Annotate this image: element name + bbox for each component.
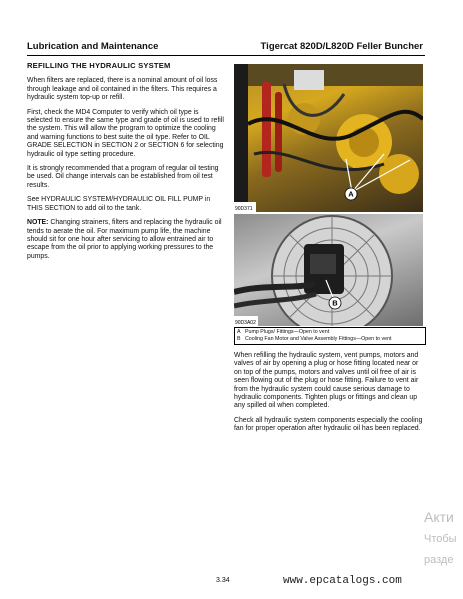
paragraph-check-components: Check all hydraulic system components especially the cooling fan for proper operation after hydraulic oil has been replaced. bbox=[234, 416, 423, 433]
section-title: REFILLING THE HYDRAULIC SYSTEM bbox=[27, 61, 171, 70]
photo2-code: 90D3A02 bbox=[235, 320, 256, 326]
fan-photo-drawing bbox=[234, 214, 423, 326]
header-rule bbox=[27, 55, 425, 56]
left-column bbox=[27, 62, 226, 267]
header-right: Tigercat 820D/L820D Feller Buncher bbox=[260, 41, 423, 52]
pump-photo bbox=[234, 64, 423, 212]
caption-row-b bbox=[237, 336, 424, 343]
site-url[interactable]: www.epcatalogs.com bbox=[283, 575, 402, 587]
pump-photo-drawing bbox=[234, 64, 423, 212]
watermark-line-3: разде bbox=[424, 554, 454, 566]
right-column bbox=[234, 352, 426, 440]
caption-a-text: Pump Plugs/ Fittings—Open to vent bbox=[244, 329, 330, 335]
header-left: Lubrication and Maintenance bbox=[27, 41, 159, 52]
watermark-line-1: Акти bbox=[424, 509, 454, 525]
paragraph-venting: When refilling the hydraulic system, vent pumps, motors and valves of air by opening a plug or hose fitting located near or on top of the pumps, motors and valves until oil free of air is seen flowing out of the plug or hose fitting. Failure to vent air from the hydraulic system could cause serious damage to hydraulic components. Tighten plugs or fittings and clean up any spilled oil when completed. bbox=[234, 352, 419, 410]
caption-a-letter: A bbox=[237, 329, 241, 335]
note-paragraph bbox=[27, 219, 226, 261]
figure-caption bbox=[234, 327, 426, 345]
fan-photo bbox=[234, 214, 423, 326]
photo2-callout: B bbox=[332, 298, 338, 308]
note-label: NOTE: bbox=[27, 219, 49, 227]
caption-b-letter: B bbox=[237, 336, 241, 343]
caption-b-text: Cooling Fan Motor and Valve Assembly Fittings—Open to vent bbox=[244, 336, 392, 343]
paragraph-fill-pump: See HYDRAULIC SYSTEM/HYDRAULIC OIL FILL PUMP in THIS SECTION to add oil to the tank. bbox=[27, 196, 211, 212]
caption-row-a bbox=[237, 329, 424, 336]
watermark-line-2: Чтобы bbox=[424, 533, 457, 545]
page-number: 3.34 bbox=[216, 577, 230, 584]
paragraph-filters: When filters are replaced, there is a nominal amount of oil loss through leakage and oil contained in the filters. This requires a hydraulic system top-up or refill. bbox=[27, 77, 218, 102]
photo1-callout: A bbox=[348, 189, 354, 199]
paragraph-oil-testing: It is strongly recommended that a program of regular oil testing be used. Oil change intervals can be established from oil test results. bbox=[27, 165, 219, 189]
note-text: Changing strainers, filters and replacing the hydraulic oil tends to aerate the oil. For maximum pump life, the machine should sit for one hour after servicing to allow entrained air to escape from the oil prior to applying working pressures to the pumps. bbox=[27, 219, 222, 260]
photo1-code: 90D371 bbox=[235, 206, 253, 212]
paragraph-md4: First, check the MD4 Computer to verify which oil type is selected to ensure the same type and grade of oil is used to refill the system. This will allow the program to optimize the cooling and warning functions to best suite the oil type. Refer to OIL GRADE SELECTION in SECTION 2 or SECTION 6 for selecting hydraulic oil type setting procedure. bbox=[27, 108, 224, 158]
